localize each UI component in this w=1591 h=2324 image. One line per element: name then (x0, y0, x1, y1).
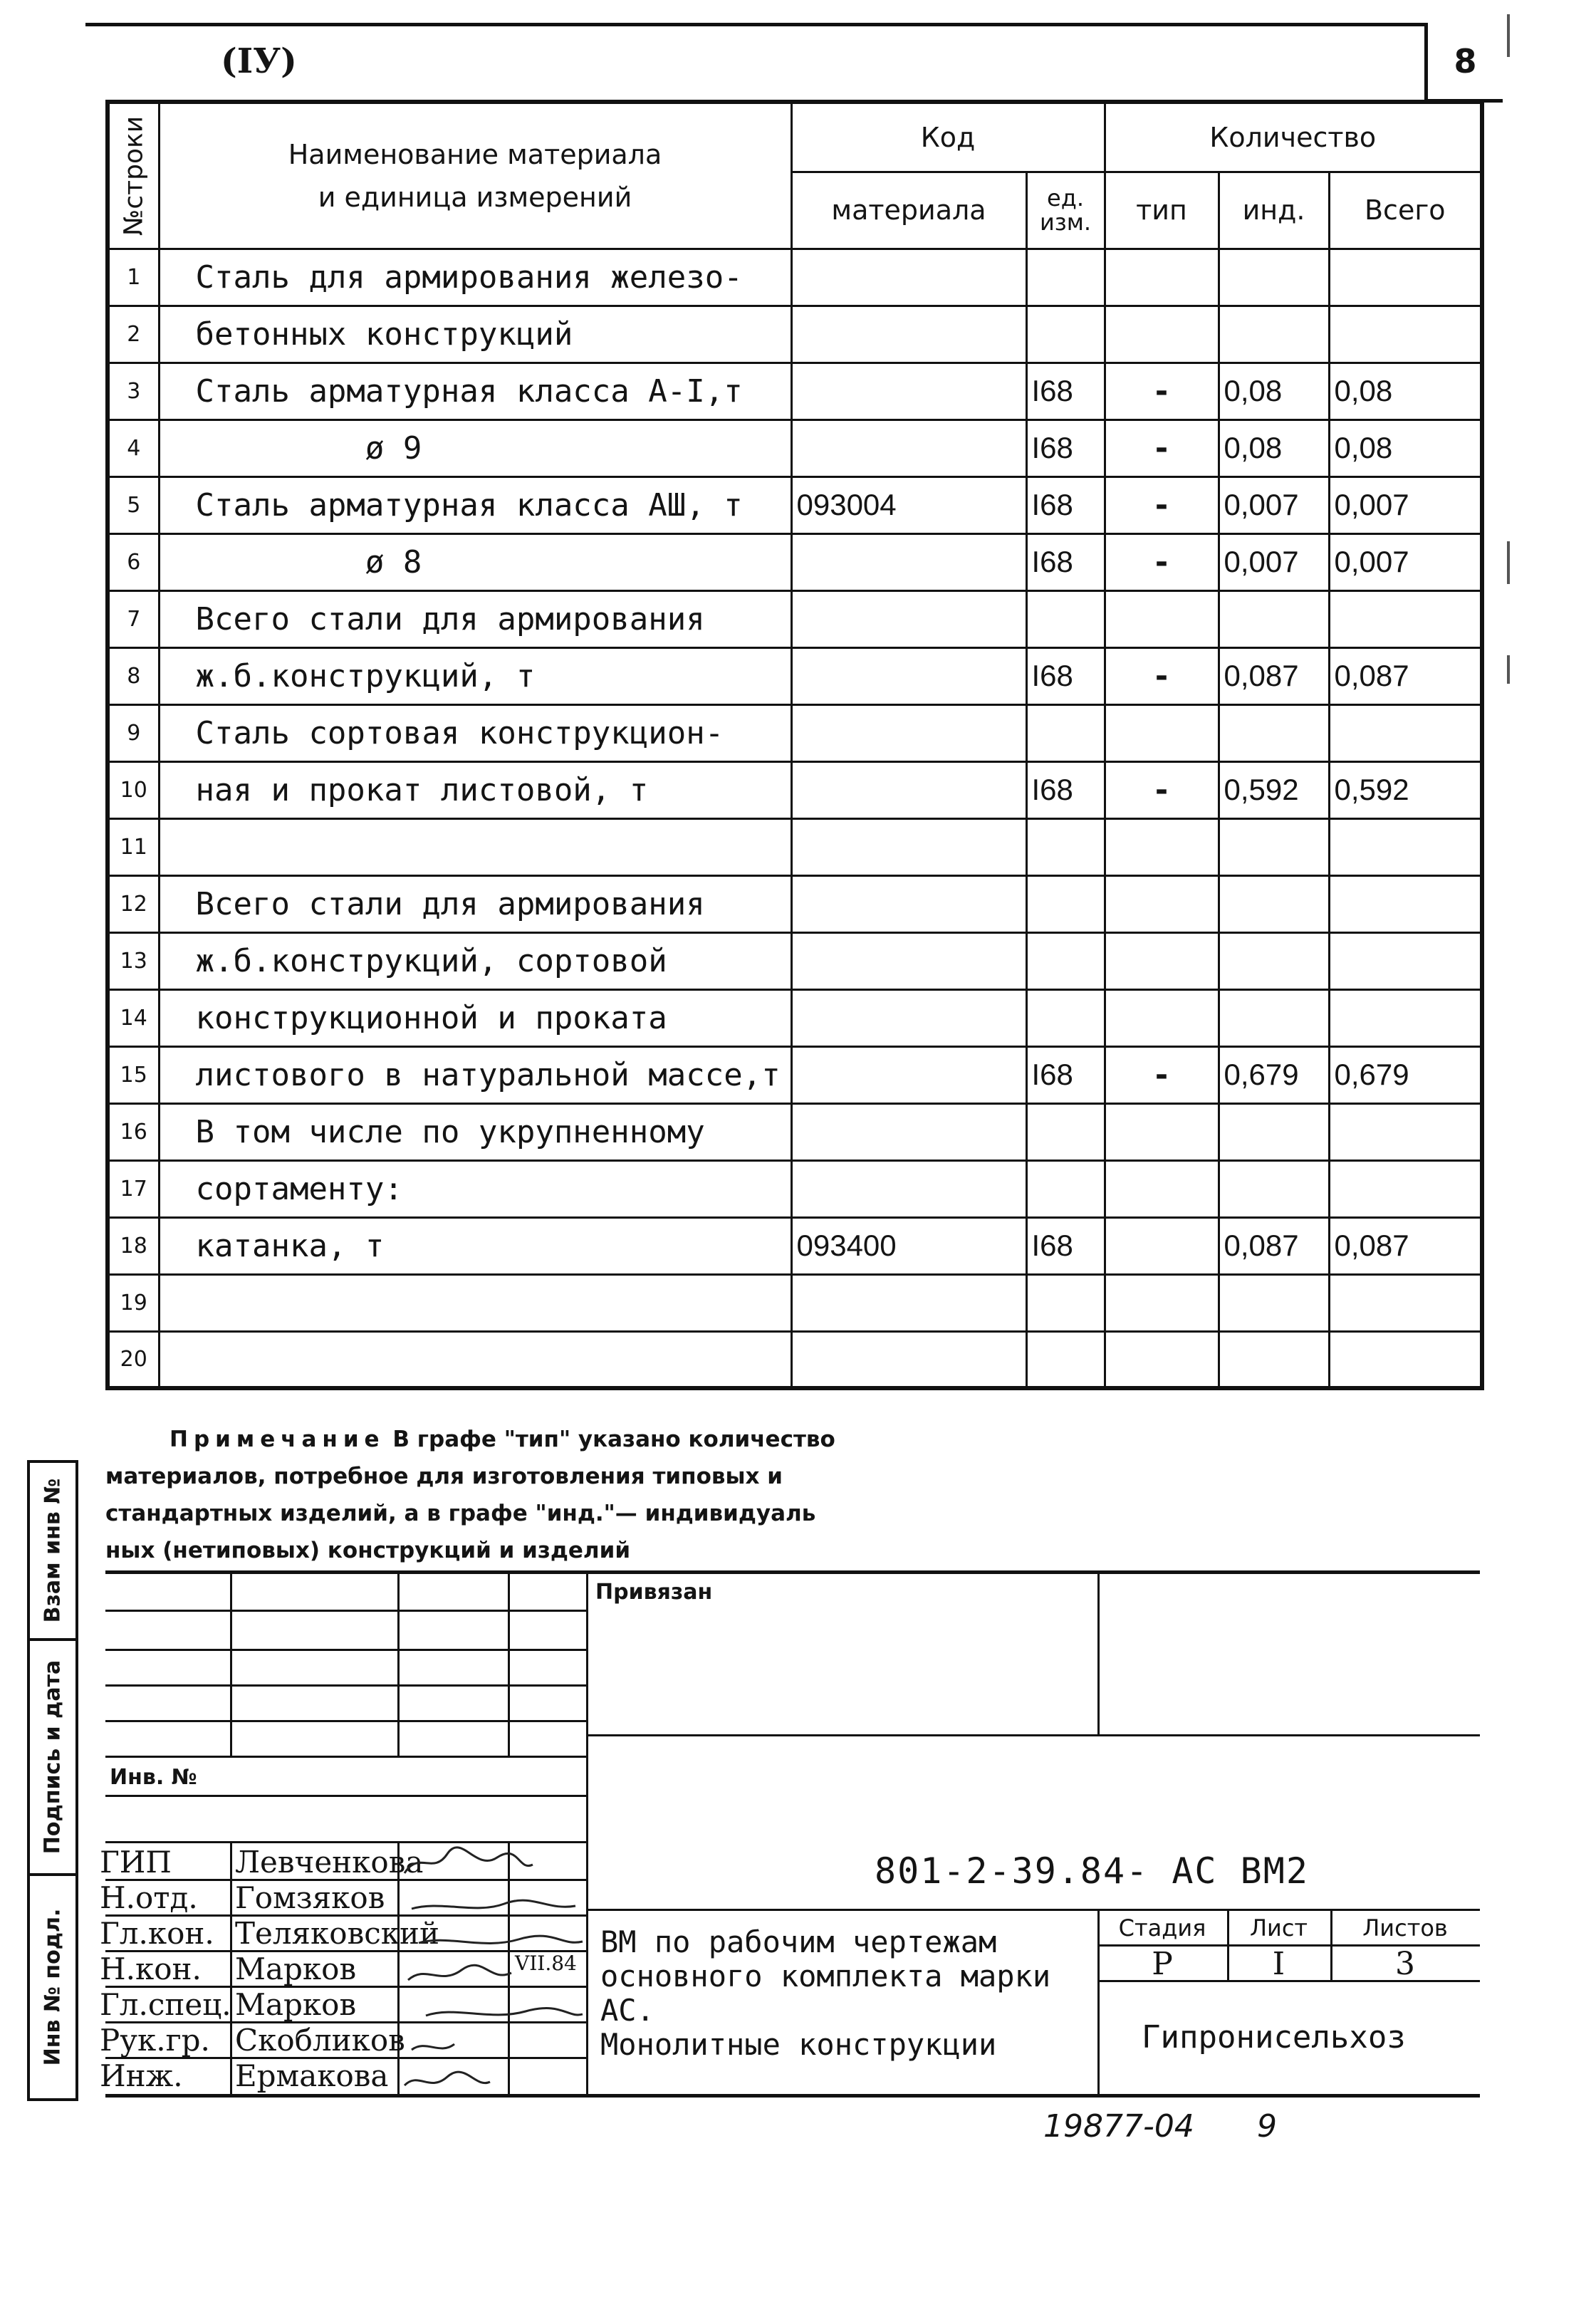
table-row (108, 875, 1482, 932)
unit-code: I68 (1026, 1046, 1105, 1103)
table-row (108, 1274, 1482, 1331)
footer-page: 9 (1257, 2108, 1277, 2145)
table-row (108, 1160, 1482, 1217)
row-number: 8 (108, 647, 159, 704)
row-number: 19 (108, 1274, 159, 1331)
material-code (791, 1103, 1026, 1160)
material-code (791, 761, 1026, 818)
qty-individual: 0,087 (1219, 1217, 1329, 1274)
material-name: Сталь для армирования железо- (159, 249, 791, 306)
qty-total: 0,592 (1329, 761, 1482, 818)
unit-code: I68 (1026, 476, 1105, 533)
qty-individual (1219, 306, 1329, 363)
unit-code (1026, 590, 1105, 647)
qty-total (1329, 932, 1482, 989)
material-name: Сталь сортовая конструкцион- (159, 704, 791, 761)
row-number-header: №строки (108, 102, 159, 249)
qty-individual: 0,679 (1219, 1046, 1329, 1103)
row-number: 1 (108, 249, 159, 306)
qty-type (1105, 1160, 1219, 1217)
table-row (108, 761, 1482, 818)
material-name: В том числе по укрупненному (159, 1103, 791, 1160)
qty-type: - (1105, 363, 1219, 420)
qty-total (1329, 1103, 1482, 1160)
document-title: ВМ по рабочим чертежам основного комплекта марки АС. Монолитные конструкции (600, 1924, 1051, 2062)
material-code (791, 533, 1026, 590)
qty-type: - (1105, 420, 1219, 476)
material-code (791, 932, 1026, 989)
material-code (791, 590, 1026, 647)
material-code (791, 818, 1026, 875)
role-group-lead: Рук.гр. (100, 2023, 210, 2058)
role-head-design: Н.кон. (100, 1952, 202, 1986)
qty-total: 0,08 (1329, 420, 1482, 476)
row-number: 4 (108, 420, 159, 476)
note-line-4: ных (нетиповых) конструкций и изделий (105, 1538, 631, 1563)
document-code: 801-2-39.84- АС ВМ2 (875, 1850, 1309, 1892)
role-head-dept: Н.отд. (100, 1880, 198, 1915)
qty-individual (1219, 932, 1329, 989)
table-row (108, 306, 1482, 363)
code-group-header: Код (791, 102, 1105, 172)
table-row (108, 1331, 1482, 1388)
unit-code (1026, 249, 1105, 306)
table-row (108, 249, 1482, 306)
row-number: 15 (108, 1046, 159, 1103)
material-name (159, 1274, 791, 1331)
qty-total (1329, 1274, 1482, 1331)
material-name: ø 9 (159, 420, 791, 476)
unit-code (1026, 932, 1105, 989)
qty-type: - (1105, 1046, 1219, 1103)
qty-individual: 0,087 (1219, 647, 1329, 704)
material-name: сортаменту: (159, 1160, 791, 1217)
qty-total (1329, 1331, 1482, 1388)
table-row (108, 932, 1482, 989)
top-border-line (85, 23, 1424, 26)
row-number: 10 (108, 761, 159, 818)
qty-type (1105, 1103, 1219, 1160)
unit-code (1026, 818, 1105, 875)
qty-type (1105, 704, 1219, 761)
unit-code: I68 (1026, 363, 1105, 420)
unit-code: I68 (1026, 533, 1105, 590)
qty-type (1105, 1217, 1219, 1274)
material-name (159, 1331, 791, 1388)
margin-mark (1507, 14, 1510, 57)
note-label: Примечание (169, 1427, 385, 1452)
material-code (791, 1274, 1026, 1331)
table-row (108, 476, 1482, 533)
material-name: Всего стали для армирования (159, 875, 791, 932)
qty-total (1329, 704, 1482, 761)
qty-individual (1219, 1274, 1329, 1331)
material-code (791, 647, 1026, 704)
stage-header: Стадия (1118, 1914, 1206, 1942)
row-number: 16 (108, 1103, 159, 1160)
unit-code: I68 (1026, 420, 1105, 476)
qty-individual (1219, 875, 1329, 932)
sheet-value: I (1272, 1946, 1285, 1982)
qty-total: 0,007 (1329, 533, 1482, 590)
material-code (791, 363, 1026, 420)
qty-type (1105, 932, 1219, 989)
organization-name: Гипронисельхоз (1142, 2019, 1406, 2055)
qty-type (1105, 590, 1219, 647)
qty-individual (1219, 1331, 1329, 1388)
table-row (108, 1046, 1482, 1103)
name-markov-1: Марков (235, 1952, 357, 1986)
unit-code (1026, 1103, 1105, 1160)
table-row (108, 420, 1482, 476)
material-name: ная и прокат листовой, т (159, 761, 791, 818)
material-code (791, 875, 1026, 932)
table-row (108, 1103, 1482, 1160)
material-name: Сталь арматурная класса АШ, т (159, 476, 791, 533)
role-gip: ГИП (100, 1845, 172, 1880)
qty-type (1105, 875, 1219, 932)
row-number: 9 (108, 704, 159, 761)
row-number: 2 (108, 306, 159, 363)
qty-total (1329, 989, 1482, 1046)
material-code (791, 989, 1026, 1046)
note-block (105, 1421, 1473, 1569)
unit-code (1026, 1331, 1105, 1388)
role-chief-designer: Гл.кон. (100, 1916, 214, 1951)
qty-type: - (1105, 761, 1219, 818)
qty-total (1329, 875, 1482, 932)
name-gomzyakov: Гомзяков (235, 1880, 385, 1915)
material-code (791, 306, 1026, 363)
qty-individual: 0,08 (1219, 363, 1329, 420)
note-line-3: стандартных изделий, а в графе "инд."— индивидуаль (105, 1501, 816, 1526)
material-code: 093400 (791, 1217, 1026, 1274)
material-code (791, 420, 1026, 476)
unit-code (1026, 704, 1105, 761)
qty-individual (1219, 989, 1329, 1046)
margin-mark (1507, 655, 1510, 684)
material-name: катанка, т (159, 1217, 791, 1274)
side-inv-orig: Инв № подл. (30, 1873, 75, 2098)
stage-value: Р (1152, 1946, 1173, 1982)
materials-table (105, 100, 1484, 1390)
row-number: 6 (108, 533, 159, 590)
material-name: Всего стали для армирования (159, 590, 791, 647)
name-telyakovsky: Теляковский (235, 1916, 439, 1951)
name-markov-2: Марков (235, 1987, 357, 2022)
qty-type: - (1105, 647, 1219, 704)
side-margin-column (27, 1460, 78, 2101)
footer-number: 19877-04 (1043, 2108, 1194, 2145)
name-header: Наименование материала и единица измерений (159, 102, 791, 249)
role-chief-spec: Гл.спец. (100, 1987, 231, 2022)
rows-body (108, 249, 1482, 1388)
qty-individual: 0,007 (1219, 533, 1329, 590)
qty-total (1329, 1160, 1482, 1217)
qty-individual (1219, 818, 1329, 875)
material-name: листового в натуральной массе,т (159, 1046, 791, 1103)
section-mark: (IУ) (221, 41, 297, 81)
table-row (108, 704, 1482, 761)
qty-ind-header: инд. (1219, 172, 1329, 249)
material-code (791, 704, 1026, 761)
qty-individual (1219, 249, 1329, 306)
inv-number-label: Инв. № (110, 1765, 197, 1790)
qty-type (1105, 818, 1219, 875)
material-code: 093004 (791, 476, 1026, 533)
role-engineer: Инж. (100, 2058, 183, 2093)
sheets-header: Листов (1362, 1914, 1448, 1942)
code-material-header: материала (791, 172, 1026, 249)
qty-total: 0,087 (1329, 1217, 1482, 1274)
material-code (791, 249, 1026, 306)
unit-code: I68 (1026, 647, 1105, 704)
side-inv-sub: Взам инв № (30, 1460, 75, 1638)
unit-code: I68 (1026, 761, 1105, 818)
row-number: 3 (108, 363, 159, 420)
note-line-2: материалов, потребное для изготовления типовых и (105, 1464, 783, 1489)
qty-type (1105, 989, 1219, 1046)
qty-individual: 0,08 (1219, 420, 1329, 476)
row-number: 7 (108, 590, 159, 647)
qty-type (1105, 306, 1219, 363)
sheets-value: 3 (1395, 1946, 1415, 1982)
qty-total: 0,007 (1329, 476, 1482, 533)
material-code (791, 1331, 1026, 1388)
row-number: 11 (108, 818, 159, 875)
sheet-number: 8 (1454, 41, 1477, 80)
note-line-1: В графе "тип" указано количество (392, 1427, 835, 1452)
name-ermakova: Ермакова (235, 2058, 389, 2093)
qty-total-header: Всего (1329, 172, 1482, 249)
table-row (108, 818, 1482, 875)
material-name: конструкционной и проката (159, 989, 791, 1046)
title-block (100, 1570, 1480, 2098)
qty-total (1329, 590, 1482, 647)
qty-type (1105, 249, 1219, 306)
qty-individual: 0,592 (1219, 761, 1329, 818)
table-row (108, 533, 1482, 590)
material-name: ж.б.конструкций, т (159, 647, 791, 704)
sheet-number-box (1424, 23, 1503, 103)
table-row (108, 363, 1482, 420)
qty-total: 0,087 (1329, 647, 1482, 704)
unit-code (1026, 875, 1105, 932)
qty-total: 0,08 (1329, 363, 1482, 420)
table-row (108, 647, 1482, 704)
qty-individual (1219, 1103, 1329, 1160)
code-unit-header: ед. изм. (1026, 172, 1105, 249)
qty-total: 0,679 (1329, 1046, 1482, 1103)
unit-code: I68 (1026, 1217, 1105, 1274)
material-name: бетонных конструкций (159, 306, 791, 363)
row-number: 17 (108, 1160, 159, 1217)
signature-date: VII.84 (515, 1952, 577, 1975)
unit-code (1026, 989, 1105, 1046)
row-number: 5 (108, 476, 159, 533)
qty-individual (1219, 704, 1329, 761)
qty-individual (1219, 590, 1329, 647)
unit-code (1026, 306, 1105, 363)
qty-total (1329, 818, 1482, 875)
row-number: 13 (108, 932, 159, 989)
table-row (108, 989, 1482, 1046)
table-row (108, 1217, 1482, 1274)
unit-code (1026, 1274, 1105, 1331)
row-number: 12 (108, 875, 159, 932)
bound-label: Привязан (595, 1580, 713, 1605)
quantity-group-header: Количество (1105, 102, 1482, 172)
material-name: ж.б.конструкций, сортовой (159, 932, 791, 989)
qty-type: - (1105, 476, 1219, 533)
material-code (791, 1046, 1026, 1103)
name-skoblikov: Скобликов (235, 2023, 405, 2058)
side-sign-date: Подпись и дата (30, 1638, 75, 1873)
material-name (159, 818, 791, 875)
material-name: Сталь арматурная класса А-I,т (159, 363, 791, 420)
margin-mark (1507, 541, 1510, 584)
unit-code (1026, 1160, 1105, 1217)
row-number: 20 (108, 1331, 159, 1388)
material-name: ø 8 (159, 533, 791, 590)
qty-individual: 0,007 (1219, 476, 1329, 533)
qty-type-header: тип (1105, 172, 1219, 249)
name-levchenkova: Левченкова (235, 1845, 424, 1880)
qty-type (1105, 1331, 1219, 1388)
qty-individual (1219, 1160, 1329, 1217)
material-code (791, 1160, 1026, 1217)
qty-type (1105, 1274, 1219, 1331)
sheet-header: Лист (1249, 1914, 1308, 1942)
qty-total (1329, 306, 1482, 363)
table-row (108, 590, 1482, 647)
row-number: 14 (108, 989, 159, 1046)
row-number: 18 (108, 1217, 159, 1274)
qty-total (1329, 249, 1482, 306)
qty-type: - (1105, 533, 1219, 590)
